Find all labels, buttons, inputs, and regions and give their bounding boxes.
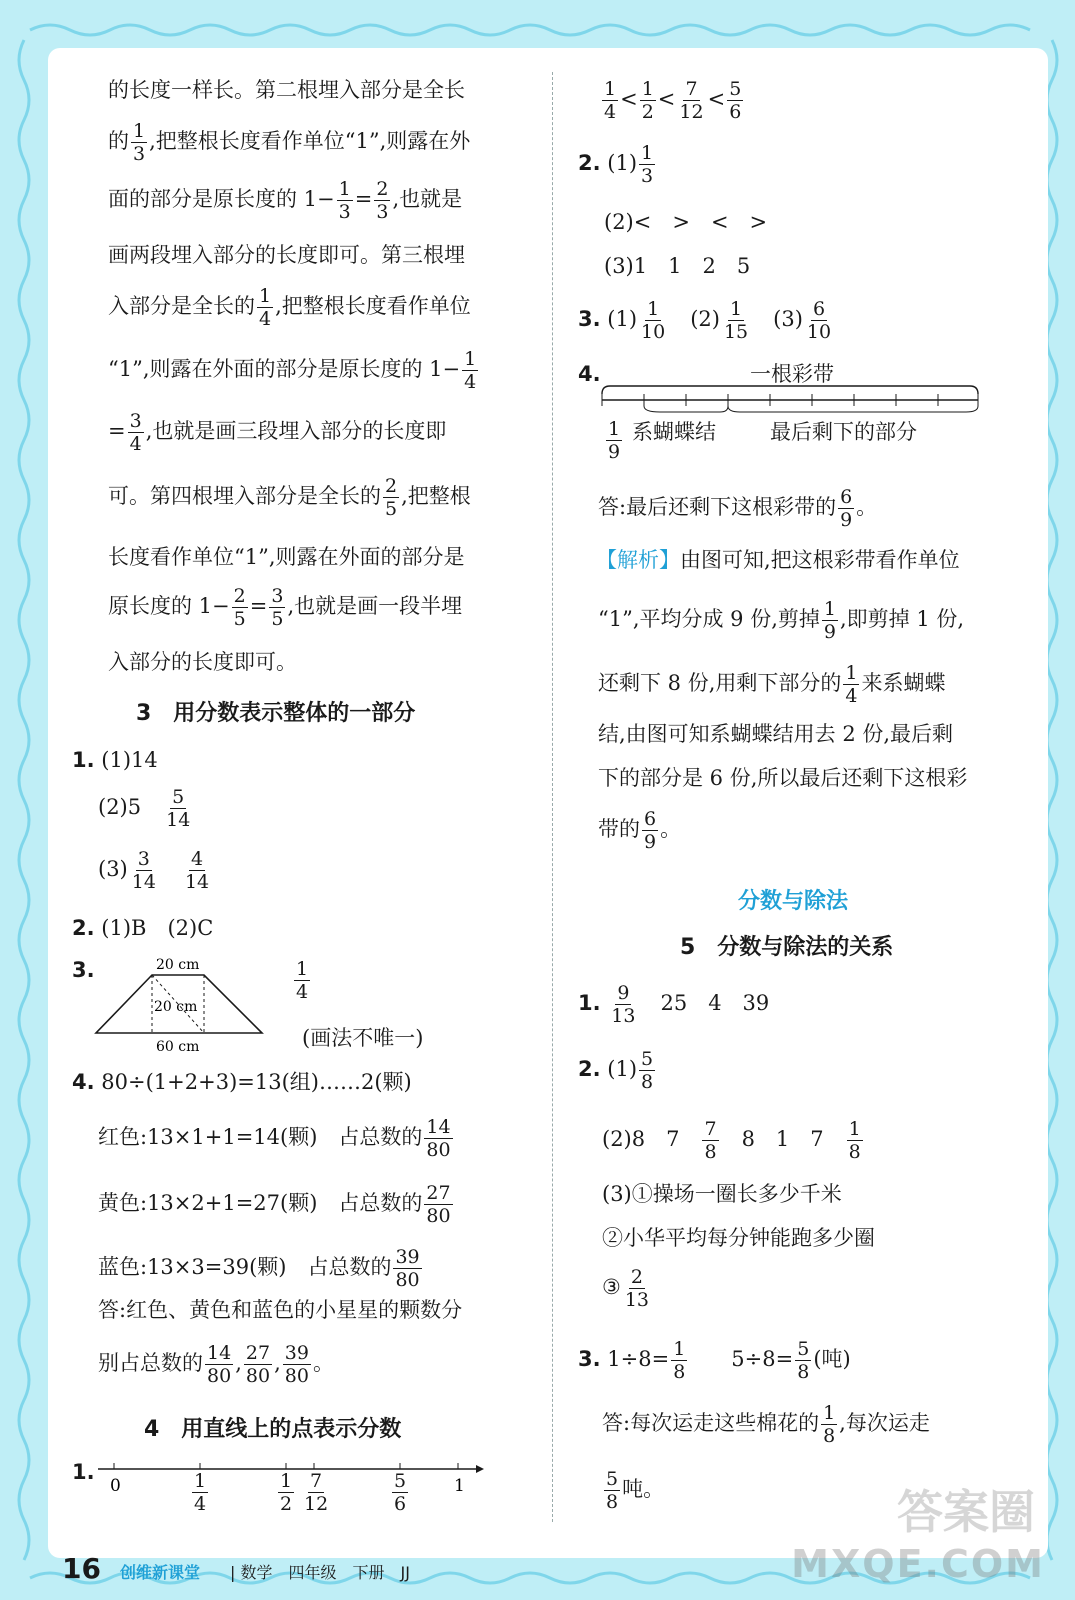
- question-2-part-3: (3)①操场一圈长多少千米: [602, 1182, 842, 1206]
- number-line-label: [276, 1470, 296, 1515]
- fraction: $\frac{2}{13}$: [624, 1266, 650, 1311]
- fraction: $\frac{27}{80}$: [245, 1342, 271, 1387]
- number-line-label: [390, 1470, 410, 1515]
- watermark-url: MXQE.COM: [791, 1542, 1045, 1586]
- red-line: 红色:13×1+1=14(颗) 占总数的 $\frac{14}{80}$: [98, 1116, 451, 1161]
- fraction: $\frac{6}{9}$: [644, 808, 657, 853]
- arrow-head: [476, 1465, 484, 1473]
- answer-line: 答:红色、黄色和蓝色的小星星的颗数分: [98, 1298, 463, 1322]
- tick-label-0: 0: [110, 1476, 121, 1496]
- fraction: $\frac{5}{6}$: [394, 1470, 407, 1515]
- chapter-heading: 分数与除法: [738, 889, 849, 914]
- fraction: $\frac{4}{14}$: [184, 848, 210, 893]
- fraction: $\frac{5}{14}$: [166, 786, 191, 831]
- fraction: $\frac{2}{5}$: [385, 475, 398, 520]
- section-heading-3: 3 用分数表示整体的一部分: [136, 701, 416, 726]
- fraction: $\frac{1}{15}$: [723, 298, 749, 343]
- question-2-part-2: (2)8 7 $\frac{7}{8}$ 8 1 7 $\frac{1}{8}$: [602, 1118, 861, 1163]
- brand-name: 创维新课堂: [120, 1563, 201, 1582]
- number-line-question-label: 1.: [72, 1460, 95, 1484]
- trap-bottom-label: 60 cm: [156, 1039, 200, 1055]
- watermark-logo: 答案圈: [897, 1485, 1035, 1539]
- question-4-answer: 答:最后还剩下这根彩带的 $\frac{6}{9}$ 。: [598, 486, 878, 531]
- fraction: $\frac{5}{6}$: [729, 78, 742, 123]
- ribbon-fraction: [604, 418, 624, 463]
- trap-top-label: 20 cm: [156, 957, 200, 973]
- fraction: $\frac{3}{14}$: [131, 848, 156, 893]
- section-heading-4: 4 用直线上的点表示分数: [144, 1417, 402, 1442]
- analysis-line: 【解析】由图可知,把这根彩带看作单位: [596, 548, 960, 572]
- analysis-line: 结,由图可知系蝴蝶结用去 2 份,最后剩: [598, 722, 954, 746]
- fraction: $\frac{1}{8}$: [673, 1338, 686, 1383]
- fraction: $\frac{1}{3}$: [338, 178, 351, 223]
- paragraph-line: 的长度一样长。第二根埋入部分是全长: [108, 78, 465, 102]
- analysis-line: 下的部分是 6 份,所以最后还剩下这根彩: [598, 766, 968, 790]
- page-number: 16: [62, 1552, 101, 1585]
- question-1: 1. $\frac{9}{13}$ 25 4 39: [578, 982, 770, 1027]
- fraction: $\frac{1}{8}$: [848, 1118, 861, 1163]
- bow-brace: [644, 406, 728, 412]
- question-2-part-3b: ②小华平均每分钟能跑多少圈: [602, 1226, 875, 1250]
- question-2: 2. (1) $\frac{5}{8}$: [578, 1048, 654, 1093]
- fraction-comparison: $\frac{1}{4}$ < $\frac{1}{2}$ < $\frac{7}{12}$ < $\frac{5}{6}$: [604, 78, 742, 123]
- fraction: $\frac{1}{4}$: [464, 348, 477, 393]
- rest-brace: [728, 406, 978, 412]
- ribbon-title: 一根彩带: [750, 362, 834, 386]
- paragraph-line: 入部分是全长的 $\frac{1}{4}$ ,把整根长度看作单位: [108, 285, 471, 330]
- fraction: $\frac{3}{4}$: [129, 410, 142, 455]
- fraction: $\frac{7}{12}$: [304, 1470, 329, 1515]
- question-2-part-2: (2)< > < >: [604, 210, 768, 234]
- book-meta: | 数学 四年级 下册 JJ: [230, 1563, 410, 1582]
- question-3-answer-cont: $\frac{5}{8}$ 吨。: [606, 1468, 665, 1513]
- question-2-part-3: (3)1 1 2 5: [604, 254, 751, 278]
- text: 的: [108, 129, 129, 153]
- fraction: $\frac{39}{80}$: [395, 1246, 420, 1291]
- analysis-line: 还剩下 8 份,用剩下部分的 $\frac{1}{4}$ 来系蝴蝶: [598, 662, 946, 707]
- blue-line: 蓝色:13×3=39(颗) 占总数的 $\frac{39}{80}$: [98, 1246, 420, 1291]
- tick-label-1: 1: [454, 1476, 465, 1496]
- fraction: $\frac{1}{4}$: [604, 78, 617, 123]
- fraction: $\frac{1}{10}$: [641, 298, 666, 343]
- question-3: 3. 1÷8= $\frac{1}{8}$ 5÷8= $\frac{5}{8}$ (吨): [578, 1338, 851, 1383]
- question-1-part-2: (2)5 $\frac{5}{14}$: [98, 786, 191, 831]
- fraction: $\frac{1}{8}$: [823, 1402, 836, 1447]
- question-4-label: 4.: [578, 362, 601, 386]
- ribbon-diagram: [600, 384, 980, 414]
- paragraph-line: 入部分的长度即可。: [108, 650, 297, 674]
- fraction: $\frac{2}{5}$: [233, 585, 246, 630]
- fraction: $\frac{14}{80}$: [426, 1116, 451, 1161]
- ribbon-brace-top: [602, 386, 978, 394]
- question-3-answer: [292, 958, 312, 1003]
- fraction: $\frac{1}{3}$: [133, 120, 146, 165]
- question-3-answer: 答:每次运走这些棉花的 $\frac{1}{8}$ ,每次运走: [602, 1402, 930, 1447]
- paragraph-line: 原长度的 1− $\frac{2}{5}$ = $\frac{3}{5}$ ,也就是画一段半埋: [108, 585, 463, 630]
- question-1: 1. (1)14: [72, 748, 158, 772]
- question-4: 4. 80÷(1+2+3)=13(组)……2(颗): [72, 1070, 412, 1094]
- analysis-line: “1”,平均分成 9 份,剪掉 $\frac{1}{9}$ ,即剪掉 1 份,: [598, 598, 965, 643]
- fraction: $\frac{14}{80}$: [207, 1342, 232, 1387]
- fraction: $\frac{7}{8}$: [704, 1118, 717, 1163]
- right-column: [550, 0, 1070, 1600]
- fraction: $\frac{1}{9}$: [823, 598, 836, 643]
- question-1-part-3: (3) $\frac{3}{14}$ $\frac{4}{14}$: [98, 848, 210, 893]
- question-2: 2. (1) $\frac{1}{3}$: [578, 142, 654, 187]
- fraction: $\frac{2}{3}$: [376, 178, 389, 223]
- question-2: 2. (1)B (2)C: [72, 916, 214, 940]
- fraction: $\frac{1}{4}$: [296, 958, 309, 1003]
- fraction: $\frac{1}{3}$: [641, 142, 654, 187]
- fraction: $\frac{5}{8}$: [797, 1338, 810, 1383]
- ribbon-rest-label: 最后剩下的部分: [770, 420, 917, 444]
- number-line-label: [190, 1470, 210, 1515]
- paragraph-line: 可。第四根埋入部分是全长的 $\frac{2}{5}$ ,把整根: [108, 475, 471, 520]
- trapezoid-diagram: [94, 955, 274, 1055]
- fraction: $\frac{1}{4}$: [845, 662, 858, 707]
- analysis-line: 带的 $\frac{6}{9}$ 。: [598, 808, 682, 853]
- fraction: $\frac{39}{80}$: [284, 1342, 309, 1387]
- paragraph-line: 面的部分是原长度的 1− $\frac{1}{3}$ = $\frac{2}{3}$ ,也就是: [108, 178, 463, 223]
- fraction: $\frac{1}{2}$: [641, 78, 654, 123]
- trap-mid-label: 20 cm: [154, 999, 198, 1015]
- number-line-label: [300, 1470, 332, 1515]
- fraction: $\frac{1}{4}$: [194, 1470, 207, 1515]
- fraction: $\frac{9}{13}$: [611, 982, 636, 1027]
- question-2-part-3c: ③ $\frac{2}{13}$: [602, 1266, 650, 1311]
- fraction: $\frac{6}{9}$: [840, 486, 853, 531]
- analysis-tag: 【解析】: [596, 548, 680, 572]
- paragraph-line: 画两段埋入部分的长度即可。第三根埋: [108, 243, 465, 267]
- yellow-line: 黄色:13×2+1=27(颗) 占总数的 $\frac{27}{80}$: [98, 1182, 451, 1227]
- fraction: $\frac{7}{12}$: [679, 78, 704, 123]
- fraction: $\frac{1}{2}$: [280, 1470, 293, 1515]
- fraction: $\frac{5}{8}$: [641, 1048, 654, 1093]
- question-3-note: (画法不唯一): [302, 1026, 424, 1050]
- answer-line: 别占总数的 $\frac{14}{80}$ , $\frac{27}{80}$ , $\frac{39}{80}$ 。: [98, 1342, 334, 1387]
- fraction: $\frac{3}{5}$: [271, 585, 284, 630]
- question-3: 3. (1) $\frac{1}{10}$ (2) $\frac{1}{15}$ (3) $\frac{6}{10}$: [578, 298, 832, 343]
- fraction: $\frac{1}{9}$: [608, 418, 621, 463]
- ribbon-bow-label: 系蝴蝶结: [632, 420, 716, 444]
- fraction: $\frac{27}{80}$: [426, 1182, 451, 1227]
- paragraph-line: = $\frac{3}{4}$ ,也就是画三段埋入部分的长度即: [108, 410, 447, 455]
- fraction: $\frac{6}{10}$: [806, 298, 832, 343]
- paragraph-line: “1”,则露在外面的部分是原长度的 1− $\frac{1}{4}$: [108, 348, 477, 393]
- fraction: $\frac{5}{8}$: [606, 1468, 619, 1513]
- paragraph-line: [108, 120, 470, 165]
- fraction: $\frac{1}{4}$: [259, 285, 272, 330]
- text: ,把整根长度看作单位“1”,则露在外: [149, 129, 471, 153]
- section-heading-5: 5 分数与除法的关系: [680, 935, 894, 960]
- question-3-label: 3.: [72, 958, 95, 982]
- paragraph-line: 长度看作单位“1”,则露在外面的部分是: [108, 545, 465, 569]
